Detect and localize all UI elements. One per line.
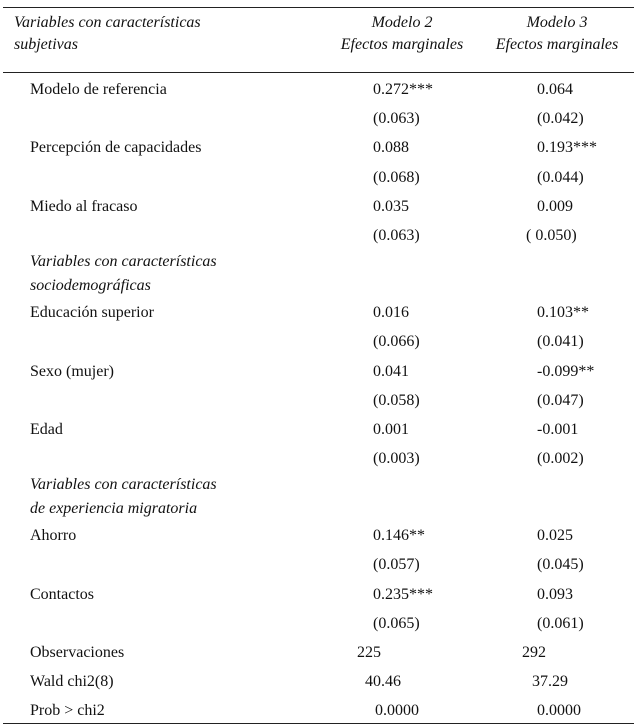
model3-value: (0.042)	[537, 110, 584, 128]
model2-value: 0.035	[373, 197, 409, 215]
model2-value: (0.063)	[373, 226, 420, 244]
model2-value: (0.068)	[373, 168, 420, 186]
model2-value: 0.0000	[375, 702, 419, 720]
section-heading-line2: de experiencia migratoria	[30, 500, 198, 518]
model2-value: (0.003)	[373, 450, 420, 468]
model2-value: 0.041	[373, 362, 409, 380]
header-variables-line1: Variables con características	[14, 14, 201, 31]
model3-value: 0.103**	[537, 304, 589, 322]
model2-value: 0.016	[373, 304, 409, 322]
table-row	[0, 327, 637, 356]
row-label: Edad	[30, 420, 63, 438]
model2-value: (0.063)	[373, 110, 420, 128]
model3-value: (0.047)	[537, 391, 584, 409]
row-label: Percepción de capacidades	[30, 139, 202, 157]
table-row	[0, 550, 637, 579]
section-heading-line1: Variables con características	[30, 476, 217, 494]
header-model2-title: Modelo 2	[371, 14, 433, 31]
header-model3-title: Modelo 3	[526, 14, 588, 31]
model2-value: 0.088	[373, 139, 409, 157]
table-row	[0, 521, 637, 550]
section-heading-line2: sociodemográficas	[30, 277, 151, 295]
section-heading	[0, 473, 637, 521]
bottom-rule	[3, 723, 634, 724]
model3-value: 0.193***	[537, 139, 597, 157]
model2-value: 0.146**	[373, 527, 425, 545]
table-row	[0, 609, 637, 638]
table-row	[0, 415, 637, 444]
model2-value: 40.46	[365, 673, 401, 691]
table-row	[0, 638, 637, 667]
row-label: Miedo al fracaso	[30, 197, 138, 215]
table-row	[0, 580, 637, 609]
row-label: Observaciones	[30, 644, 125, 661]
table-row	[0, 444, 637, 473]
model3-value: -0.001	[537, 420, 579, 438]
model3-value: (0.045)	[537, 556, 584, 574]
row-label: Wald chi2(8)	[30, 673, 114, 691]
table-row	[0, 75, 637, 104]
model3-value: 0.0000	[537, 702, 581, 720]
model2-value: (0.058)	[373, 391, 420, 409]
row-label: Sexo (mujer)	[30, 362, 114, 380]
model2-value: 0.272***	[373, 81, 433, 98]
model2-value: (0.066)	[373, 333, 420, 351]
table-row	[0, 163, 637, 192]
header-variables-line2: subjetivas	[14, 36, 78, 53]
model3-value: 0.093	[537, 585, 573, 603]
table-row	[0, 357, 637, 386]
row-label: Contactos	[30, 585, 94, 603]
row-label: Prob > chi2	[30, 702, 105, 720]
model3-value: (0.041)	[537, 333, 584, 351]
model3-value: -0.099**	[537, 362, 595, 380]
model2-value: 225	[357, 644, 381, 661]
model3-value: (0.044)	[537, 168, 584, 186]
row-label: Educación superior	[30, 304, 154, 322]
model2-value: 0.001	[373, 420, 409, 438]
header-rule	[3, 72, 634, 73]
model2-value: 0.235***	[373, 585, 433, 603]
model3-value: 292	[522, 644, 546, 661]
section-heading	[0, 250, 637, 298]
table-row	[0, 386, 637, 415]
model2-value: (0.057)	[373, 556, 420, 574]
row-label: Modelo de referencia	[30, 81, 167, 98]
table-row	[0, 667, 637, 696]
model3-value: 37.29	[532, 673, 568, 691]
model3-value: 0.009	[537, 197, 573, 215]
table-row	[0, 298, 637, 327]
table-row	[0, 192, 637, 221]
table-row	[0, 133, 637, 162]
table-row	[0, 221, 637, 250]
section-heading-line1: Variables con características	[30, 253, 217, 271]
table-row	[0, 104, 637, 133]
model3-value: (0.061)	[537, 614, 584, 632]
table-row	[0, 696, 637, 725]
header-model3-subtitle: Efectos marginales	[495, 36, 619, 53]
model3-value: 0.064	[537, 81, 573, 98]
model3-value: 0.025	[537, 527, 573, 545]
table-body	[0, 75, 637, 726]
model2-value: (0.065)	[373, 614, 420, 632]
row-label: Ahorro	[30, 527, 77, 545]
model3-value: (0.002)	[537, 450, 584, 468]
table-header	[0, 8, 637, 72]
header-model2-subtitle: Efectos marginales	[340, 36, 464, 53]
model3-value: ( 0.050)	[526, 226, 577, 244]
